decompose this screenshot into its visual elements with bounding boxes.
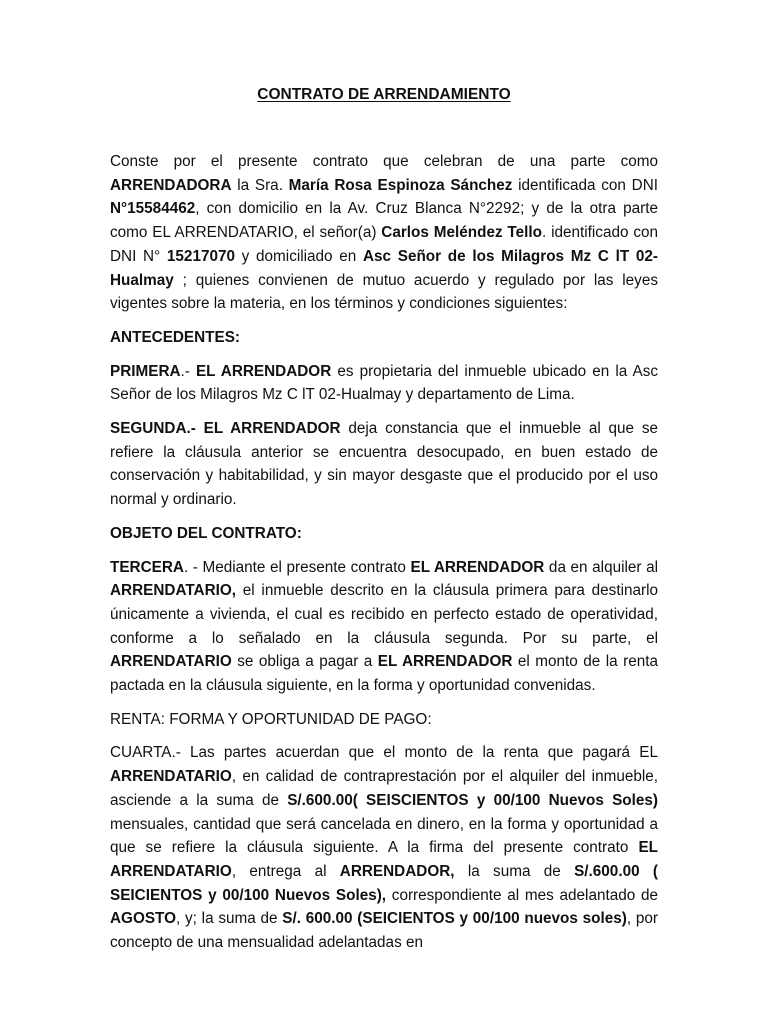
bold-text: Asc Señor de los Milagros Mz C lT 02-Hualmay xyxy=(110,247,659,289)
text: la Sra. xyxy=(231,176,289,194)
clause-tercera xyxy=(110,556,658,698)
text: , con domicilio en la Av. Cruz Blanca N°2292; y de la otra parte como EL ARRENDATARIO, el señor(a) xyxy=(110,200,658,242)
text: Conste por el presente contrato que celebran de una parte como xyxy=(110,153,658,170)
text: es propietaria del inmueble ubicado en la Asc Señor de los Milagros Mz C lT 02-Hualmay y departamento de Lima. xyxy=(110,362,658,404)
text: , por concepto de una mensualidad adelantadas en xyxy=(110,910,658,952)
bold-text: S/.600.00( SEISCIENTOS y 00/100 Nuevos Soles) xyxy=(287,791,658,809)
bold-text: ARRENDATARIO, xyxy=(110,582,237,600)
intro-paragraph xyxy=(110,150,658,316)
text: CUARTA.- Las partes acuerdan que el monto de la renta que pagará EL xyxy=(110,744,658,762)
text: . - Mediante el presente contrato xyxy=(183,558,411,576)
text: deja constancia que el inmueble al que se refiere la cláusula anterior se encuentra desocupado, en buen estado de conservación y habitabilidad, y sin mayor desgaste que el producido por el uso normal y ordinario. xyxy=(110,420,659,509)
text: y domiciliado en xyxy=(234,247,363,265)
section-heading-antecedentes: ANTECEDENTES: xyxy=(110,328,241,346)
clause-segunda xyxy=(110,417,658,512)
bold-text: AGOSTO xyxy=(110,910,177,928)
text: . identificado con DNI N° xyxy=(110,224,658,265)
bold-text: Carlos Meléndez Tello xyxy=(381,224,542,242)
bold-text: EL ARRENDATARIO xyxy=(110,839,658,880)
text: el monto de la renta pactada en la cláusula siguiente, en la forma y oportunidad convenidas. xyxy=(110,653,658,695)
text: , en calidad de contraprestación por el alquiler del inmueble, asciende a la suma de xyxy=(110,768,658,809)
bold-text: PRIMERA xyxy=(110,362,181,380)
bold-text: ARRENDADORA xyxy=(110,176,232,194)
text: identificada con DNI xyxy=(512,176,658,194)
document-body xyxy=(110,150,658,965)
section-heading-renta: RENTA: FORMA Y OPORTUNIDAD DE PAGO: xyxy=(110,710,432,728)
bold-text: EL ARRENDADOR xyxy=(410,558,545,576)
bold-text: S/. 600.00 (SEICIENTOS y 00/100 nuevos soles) xyxy=(282,910,627,928)
bold-text: 15217070 xyxy=(166,247,235,265)
bold-text: María Rosa Espinoza Sánchez xyxy=(288,176,513,194)
bold-text: SEGUNDA.- EL ARRENDADOR xyxy=(110,420,341,438)
text: se obliga a pagar a xyxy=(231,653,378,671)
bold-text: EL ARRENDADOR xyxy=(195,362,332,380)
bold-text: EL ARRENDADOR xyxy=(377,653,513,671)
text: ; quienes convienen de mutuo acuerdo y regulado por las leyes vigentes sobre la materia, en los términos y condiciones siguientes: xyxy=(110,271,658,313)
clause-cuarta xyxy=(110,741,658,954)
document-title: CONTRATO DE ARRENDAMIENTO xyxy=(257,86,511,103)
text: , y; la suma de xyxy=(176,910,283,928)
text: .- xyxy=(180,362,196,380)
text: el inmueble descrito en la cláusula primera para destinarlo únicamente a vivienda, el cual es recibido en perfecto estado de operatividad, conforme a lo señalado en la cláusula segunda. Por su parte, el xyxy=(110,582,658,647)
clause-primera xyxy=(110,360,658,407)
text: da en alquiler al xyxy=(544,558,658,576)
bold-text: ARRENDATARIO xyxy=(110,653,232,671)
bold-text: ARRENDATARIO xyxy=(110,768,232,786)
bold-text: N°15584462 xyxy=(110,200,196,218)
text: correspondiente al mes adelantado de xyxy=(386,886,659,904)
text: la suma de xyxy=(454,862,575,880)
section-heading-objeto: OBJETO DEL CONTRATO: xyxy=(110,524,302,542)
bold-text: ARRENDADOR, xyxy=(339,862,455,880)
text: mensuales, cantidad que será cancelada en dinero, en la forma y oportunidad a que se refiere la cláusula siguiente. A la firma del presente contrato xyxy=(110,815,658,857)
text: , entrega al xyxy=(231,862,340,880)
bold-text: S/.600.00 ( SEICIENTOS y 00/100 Nuevos Soles), xyxy=(110,862,658,904)
bold-text: TERCERA xyxy=(110,558,184,576)
